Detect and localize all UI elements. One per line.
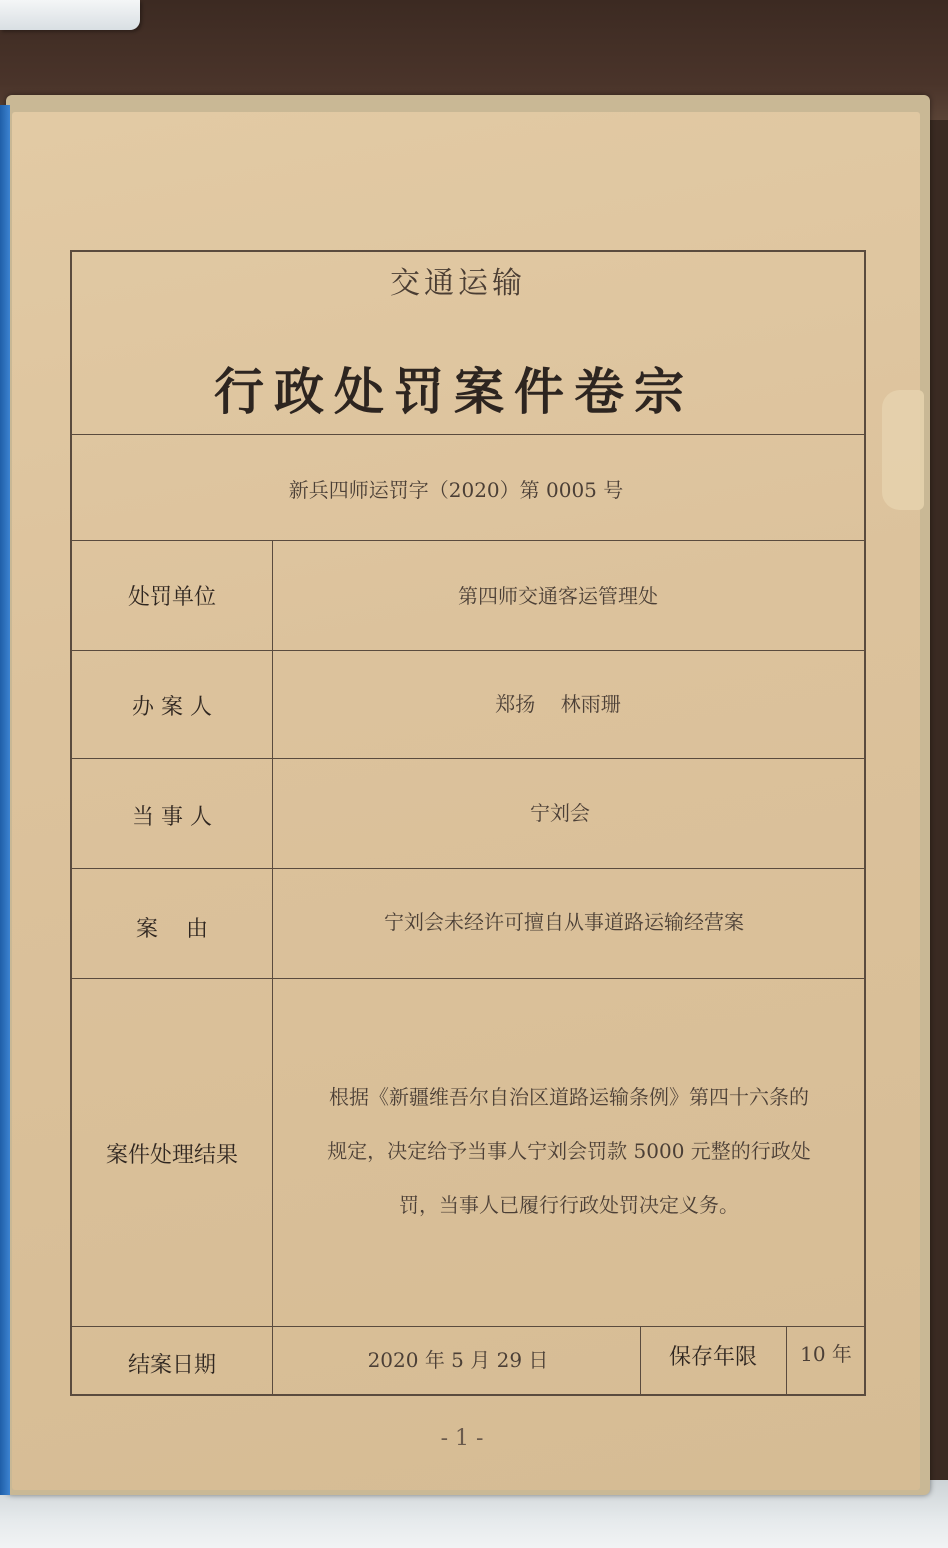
paper-stack: [0, 0, 140, 30]
case-result-line: 规定，决定给予当事人宁刘会罚款 5000 元整的行政处: [327, 1139, 811, 1163]
case-result-line: 根据《新疆维吾尔自治区道路运输条例》第四十六条的: [329, 1085, 809, 1109]
sleeve-tab: [882, 390, 924, 510]
case-cause-label: 案 由: [136, 917, 208, 942]
row-divider-5: [72, 1326, 864, 1327]
closing-date-value: 2020 年 5 月 29 日: [367, 1348, 549, 1372]
date-column-divider: [640, 1326, 641, 1396]
row-divider-1: [72, 650, 864, 651]
case-result-text: [286, 1070, 852, 1232]
retention-column-divider: [786, 1326, 787, 1396]
title-divider: [72, 434, 864, 435]
retention-period-value: 10 年: [800, 1342, 852, 1366]
document-number: 新兵四师运罚字（2020）第 0005 号: [288, 478, 624, 502]
retention-period-label: 保存年限: [668, 1345, 758, 1370]
penalty-unit-value: 第四师交通客运管理处: [458, 584, 658, 608]
case-cause-value: 宁刘会未经许可擅自从事道路运输经营案: [384, 910, 744, 934]
label-column-divider: [272, 540, 273, 1396]
case-result-line: 罚，当事人已履行行政处罚决定义务。: [399, 1193, 739, 1217]
case-handler-value: 郑扬 林雨珊: [495, 692, 621, 716]
page-number: - 1 -: [440, 1426, 484, 1451]
row-divider-4: [72, 978, 864, 979]
case-result-label: 案件处理结果: [105, 1143, 239, 1168]
category-heading: 交通运输: [390, 266, 526, 301]
case-handler-label: 办 案 人: [132, 695, 212, 720]
blue-folder-edge: [0, 105, 10, 1495]
penalty-unit-label: 处罚单位: [127, 585, 217, 610]
row-divider-2: [72, 758, 864, 759]
header-divider: [72, 540, 864, 541]
row-divider-3: [72, 868, 864, 869]
party-label: 当 事 人: [132, 805, 212, 830]
page-title: 行政处罚案件卷宗: [214, 363, 694, 421]
closing-date-label: 结案日期: [127, 1353, 217, 1378]
party-value: 宁刘会: [530, 801, 590, 825]
